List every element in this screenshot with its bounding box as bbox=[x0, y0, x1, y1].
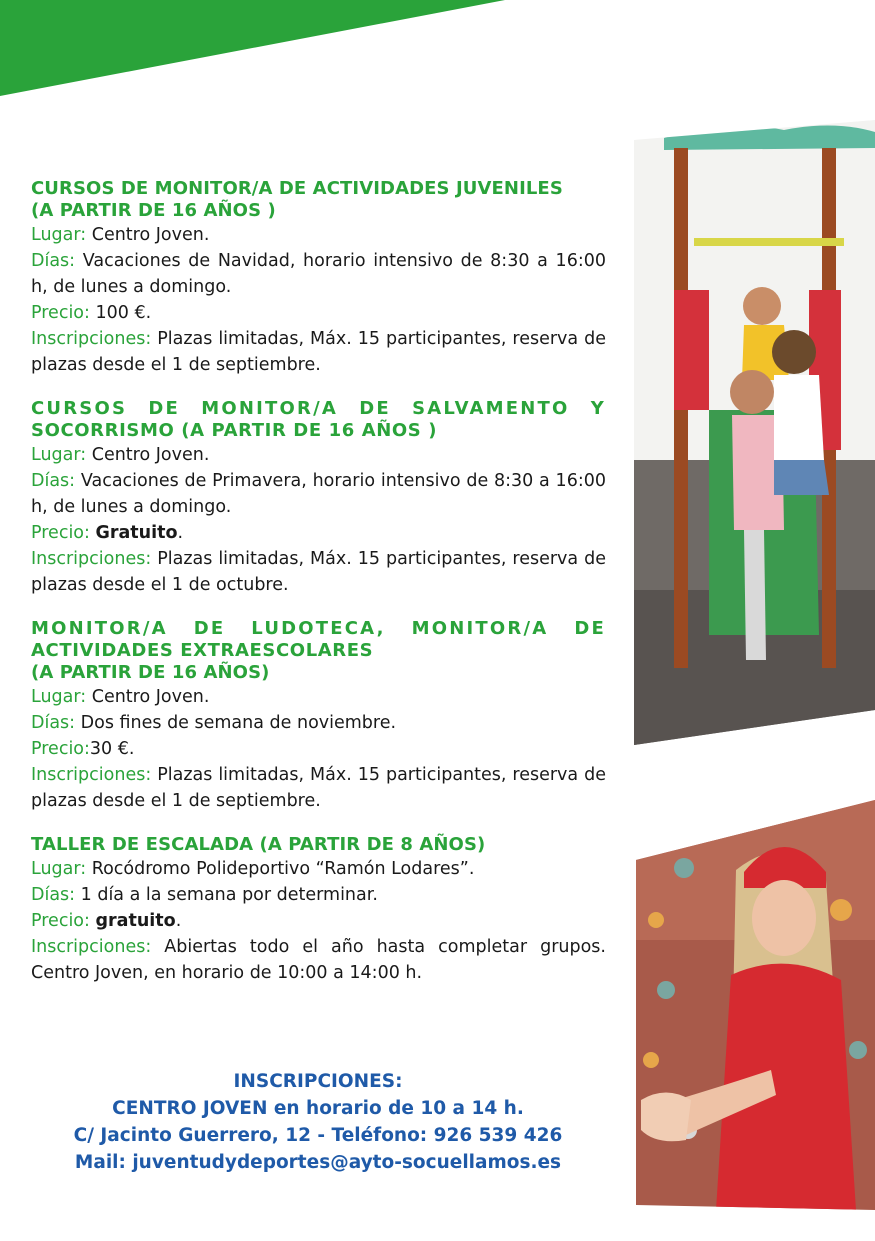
dias-value: Vacaciones de Primavera, horario intensivo de 8:30 a 16:00 h, de lunes a domingo. bbox=[31, 471, 606, 517]
lugar-value: Centro Joven. bbox=[86, 225, 210, 245]
precio-post: . bbox=[177, 523, 184, 543]
section-title-line: (A PARTIR DE 16 AÑOS ) bbox=[31, 200, 276, 221]
inscripciones-label: Inscripciones: bbox=[31, 329, 152, 349]
section-title bbox=[31, 618, 606, 684]
precio-value: 30 €. bbox=[89, 739, 135, 759]
precio-value: 100 €. bbox=[89, 303, 152, 323]
course-section-ludoteca-extraescolares bbox=[31, 618, 606, 814]
precio-line bbox=[31, 736, 606, 762]
precio-label: Precio: bbox=[31, 303, 90, 323]
precio-line bbox=[31, 520, 606, 546]
dias-value: Vacaciones de Navidad, horario intensivo de 8:30 a 16:00 h, de lunes a domingo. bbox=[31, 251, 606, 297]
dias-label: Días: bbox=[31, 471, 76, 491]
inscripciones-line bbox=[31, 326, 606, 378]
registration-heading: INSCRIPCIONES: bbox=[233, 1071, 403, 1092]
registration-address: C/ Jacinto Guerrero, 12 - Teléfono: 926 539 426 bbox=[73, 1125, 563, 1146]
lugar-value: Centro Joven. bbox=[86, 687, 210, 707]
course-section-taller-escalada bbox=[31, 834, 606, 986]
dias-value: Dos fines de semana de noviembre. bbox=[75, 713, 397, 733]
section-title-line: SOCORRISMO (A PARTIR DE 16 AÑOS ) bbox=[31, 420, 438, 441]
precio-line bbox=[31, 908, 606, 934]
precio-post: . bbox=[175, 911, 182, 931]
dias-line bbox=[31, 248, 606, 300]
lugar-line bbox=[31, 222, 606, 248]
course-list bbox=[31, 178, 606, 1006]
lugar-label: Lugar: bbox=[31, 225, 87, 245]
section-title-line: CURSOS DE MONITOR/A DE SALVAMENTO Y bbox=[31, 398, 606, 419]
section-title bbox=[31, 398, 606, 442]
inscripciones-value: Plazas limitadas, Máx. 15 participantes, reserva de plazas desde el 1 de septiembre. bbox=[31, 329, 606, 375]
section-title-line: TALLER DE ESCALADA (A PARTIR DE 8 AÑOS) bbox=[31, 834, 486, 855]
precio-label: Precio: bbox=[31, 739, 90, 759]
lugar-value: Centro Joven. bbox=[86, 445, 210, 465]
course-section-monitor-actividades-juveniles bbox=[31, 178, 606, 378]
section-title-line: CURSOS DE MONITOR/A DE ACTIVIDADES JUVENILES bbox=[31, 178, 563, 199]
lugar-label: Lugar: bbox=[31, 687, 87, 707]
dias-line bbox=[31, 882, 606, 908]
precio-label: Precio: bbox=[31, 523, 90, 543]
climbing-photo bbox=[636, 800, 875, 1210]
inscripciones-value: Plazas limitadas, Máx. 15 participantes, reserva de plazas desde el 1 de octubre. bbox=[31, 549, 606, 595]
inscripciones-value: Abiertas todo el año hasta completar grupos. Centro Joven, en horario de 10:00 a 14:00 h. bbox=[31, 937, 606, 983]
inscripciones-label: Inscripciones: bbox=[31, 549, 152, 569]
inscripciones-line bbox=[31, 934, 606, 986]
inscripciones-value: Plazas limitadas, Máx. 15 participantes, reserva de plazas desde el 1 de septiembre. bbox=[31, 765, 606, 811]
dias-label: Días: bbox=[31, 713, 76, 733]
lugar-line bbox=[31, 684, 606, 710]
inscripciones-line bbox=[31, 546, 606, 598]
playground-photo bbox=[634, 120, 875, 750]
registration-schedule: CENTRO JOVEN en horario de 10 a 14 h. bbox=[112, 1098, 524, 1119]
precio-label: Precio: bbox=[31, 911, 90, 931]
lugar-line bbox=[31, 442, 606, 468]
dias-label: Días: bbox=[31, 885, 76, 905]
lugar-label: Lugar: bbox=[31, 859, 87, 879]
precio-value: Gratuito bbox=[95, 523, 178, 543]
precio-line bbox=[31, 300, 606, 326]
dias-line bbox=[31, 468, 606, 520]
lugar-label: Lugar: bbox=[31, 445, 87, 465]
course-section-salvamento-socorrismo bbox=[31, 398, 606, 598]
section-title bbox=[31, 178, 606, 222]
lugar-line bbox=[31, 856, 606, 882]
inscripciones-label: Inscripciones: bbox=[31, 765, 152, 785]
inscripciones-label: Inscripciones: bbox=[31, 937, 152, 957]
section-title-line: (A PARTIR DE 16 AÑOS) bbox=[31, 662, 270, 683]
dias-value: 1 día a la semana por determinar. bbox=[75, 885, 378, 905]
dias-label: Días: bbox=[31, 251, 76, 271]
section-title-line: ACTIVIDADES EXTRAESCOLARES bbox=[31, 640, 374, 661]
section-title bbox=[31, 834, 606, 856]
green-corner-shape bbox=[0, 0, 875, 100]
registration-email: Mail: juventudydeportes@ayto-socuellamos.es bbox=[74, 1152, 562, 1173]
dias-line bbox=[31, 710, 606, 736]
lugar-value: Rocódromo Polideportivo “Ramón Lodares”. bbox=[86, 859, 475, 879]
precio-value: gratuito bbox=[95, 911, 176, 931]
registration-info bbox=[0, 1068, 636, 1176]
inscripciones-line bbox=[31, 762, 606, 814]
section-title-line: MONITOR/A DE LUDOTECA, MONITOR/A DE bbox=[31, 618, 606, 639]
